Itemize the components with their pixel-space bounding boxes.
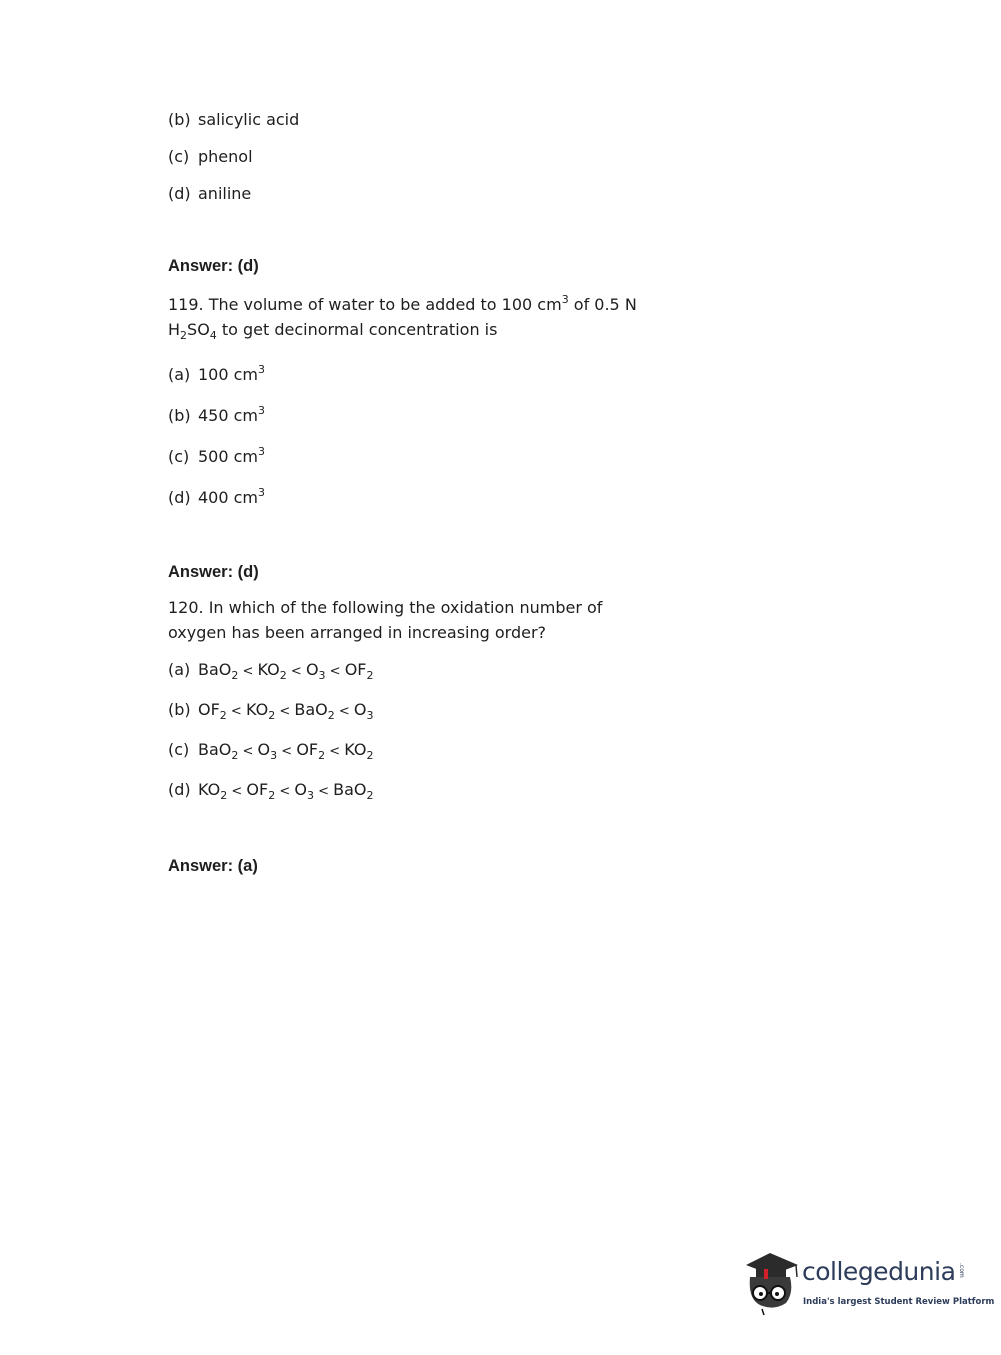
formula-subscript: 2 xyxy=(268,789,276,802)
question-119-line2: $H_2SO_4$ to get decinormal concentration is xyxy=(168,320,498,342)
question-119-line1: 119. The volume of water to be added to 100 $cm^3$ of 0.5 N xyxy=(168,293,637,314)
formula-subscript: 3 xyxy=(306,789,314,802)
option-120-b xyxy=(168,700,374,722)
formula-base: OF xyxy=(246,780,269,799)
formula-subscript: 2 xyxy=(268,709,276,722)
logo-name: collegedunia xyxy=(802,1257,956,1286)
question-120-line2: oxygen has been arranged in increasing order? xyxy=(168,623,547,642)
logo-suffix: .com xyxy=(958,1263,965,1278)
formula-subscript: 2 xyxy=(366,789,374,802)
mascot-icon xyxy=(740,1247,802,1319)
option-label: (a) xyxy=(168,660,191,679)
formula-subscript: 2 xyxy=(318,749,326,762)
formula-subscript: 2 xyxy=(219,709,227,722)
answer-120: Answer: (a) xyxy=(168,857,258,875)
formula-subscript: 2 xyxy=(366,669,374,682)
option-120-c xyxy=(168,740,374,762)
formula-subscript: 3 xyxy=(366,709,374,722)
option-118-d: (d) aniline xyxy=(168,184,252,203)
formula-base: BaO xyxy=(294,700,328,719)
formula-subscript: 2 xyxy=(231,749,239,762)
option-label: (c) xyxy=(168,740,190,759)
formula-base: O xyxy=(353,700,367,719)
formula-subscript: 2 xyxy=(220,789,228,802)
formula-base: KO xyxy=(257,660,280,679)
formula-base: OF xyxy=(344,660,367,679)
option-120-a xyxy=(168,660,374,682)
formula-base: BaO xyxy=(198,740,232,759)
less-than-sign: < xyxy=(238,744,258,759)
less-than-sign: < xyxy=(275,704,295,719)
less-than-sign: < xyxy=(325,744,345,759)
option-119-d: (d) 400 $cm^3$ xyxy=(168,486,266,507)
question-120-line1: 120. In which of the following the oxidation number of xyxy=(168,598,603,617)
formula-base: KO xyxy=(198,780,221,799)
less-than-sign: < xyxy=(275,784,295,799)
answer-118: Answer: (d) xyxy=(168,257,259,275)
formula-base: O xyxy=(305,660,319,679)
formula-base: BaO xyxy=(333,780,367,799)
option-119-a: (a) 100 $cm^3$ xyxy=(168,363,266,384)
collegedunia-logo xyxy=(740,1247,995,1319)
option-118-b: (b) salicylic acid xyxy=(168,110,300,129)
less-than-sign: < xyxy=(227,784,247,799)
formula-base: BaO xyxy=(198,660,232,679)
formula-base: O xyxy=(294,780,307,799)
logo-tagline: India's largest Student Review Platform xyxy=(803,1297,995,1307)
option-label: (d) xyxy=(168,780,191,799)
formula-subscript: 3 xyxy=(270,749,278,762)
formula-subscript: 2 xyxy=(231,669,239,682)
formula-subscript: 2 xyxy=(279,669,287,682)
formula-base: KO xyxy=(245,700,269,719)
formula-subscript: 3 xyxy=(318,669,326,682)
less-than-sign: < xyxy=(226,704,246,719)
less-than-sign: < xyxy=(334,704,354,719)
formula-base: O xyxy=(257,740,271,759)
less-than-sign: < xyxy=(313,784,334,799)
answer-119: Answer: (d) xyxy=(168,563,259,581)
option-119-c: (c) 500 $cm^3$ xyxy=(168,445,266,466)
formula-base: OF xyxy=(296,740,319,759)
less-than-sign: < xyxy=(238,664,258,679)
option-119-b: (b) 450 $cm^3$ xyxy=(168,404,266,425)
option-118-c: (c) phenol xyxy=(168,147,253,166)
less-than-sign: < xyxy=(325,664,345,679)
less-than-sign: < xyxy=(286,664,306,679)
formula-base: KO xyxy=(344,740,367,759)
formula-subscript: 2 xyxy=(366,749,374,762)
formula-subscript: 2 xyxy=(327,709,335,722)
less-than-sign: < xyxy=(277,744,297,759)
formula-base: OF xyxy=(198,700,220,719)
option-120-d xyxy=(168,780,374,802)
option-label: (b) xyxy=(168,700,191,719)
